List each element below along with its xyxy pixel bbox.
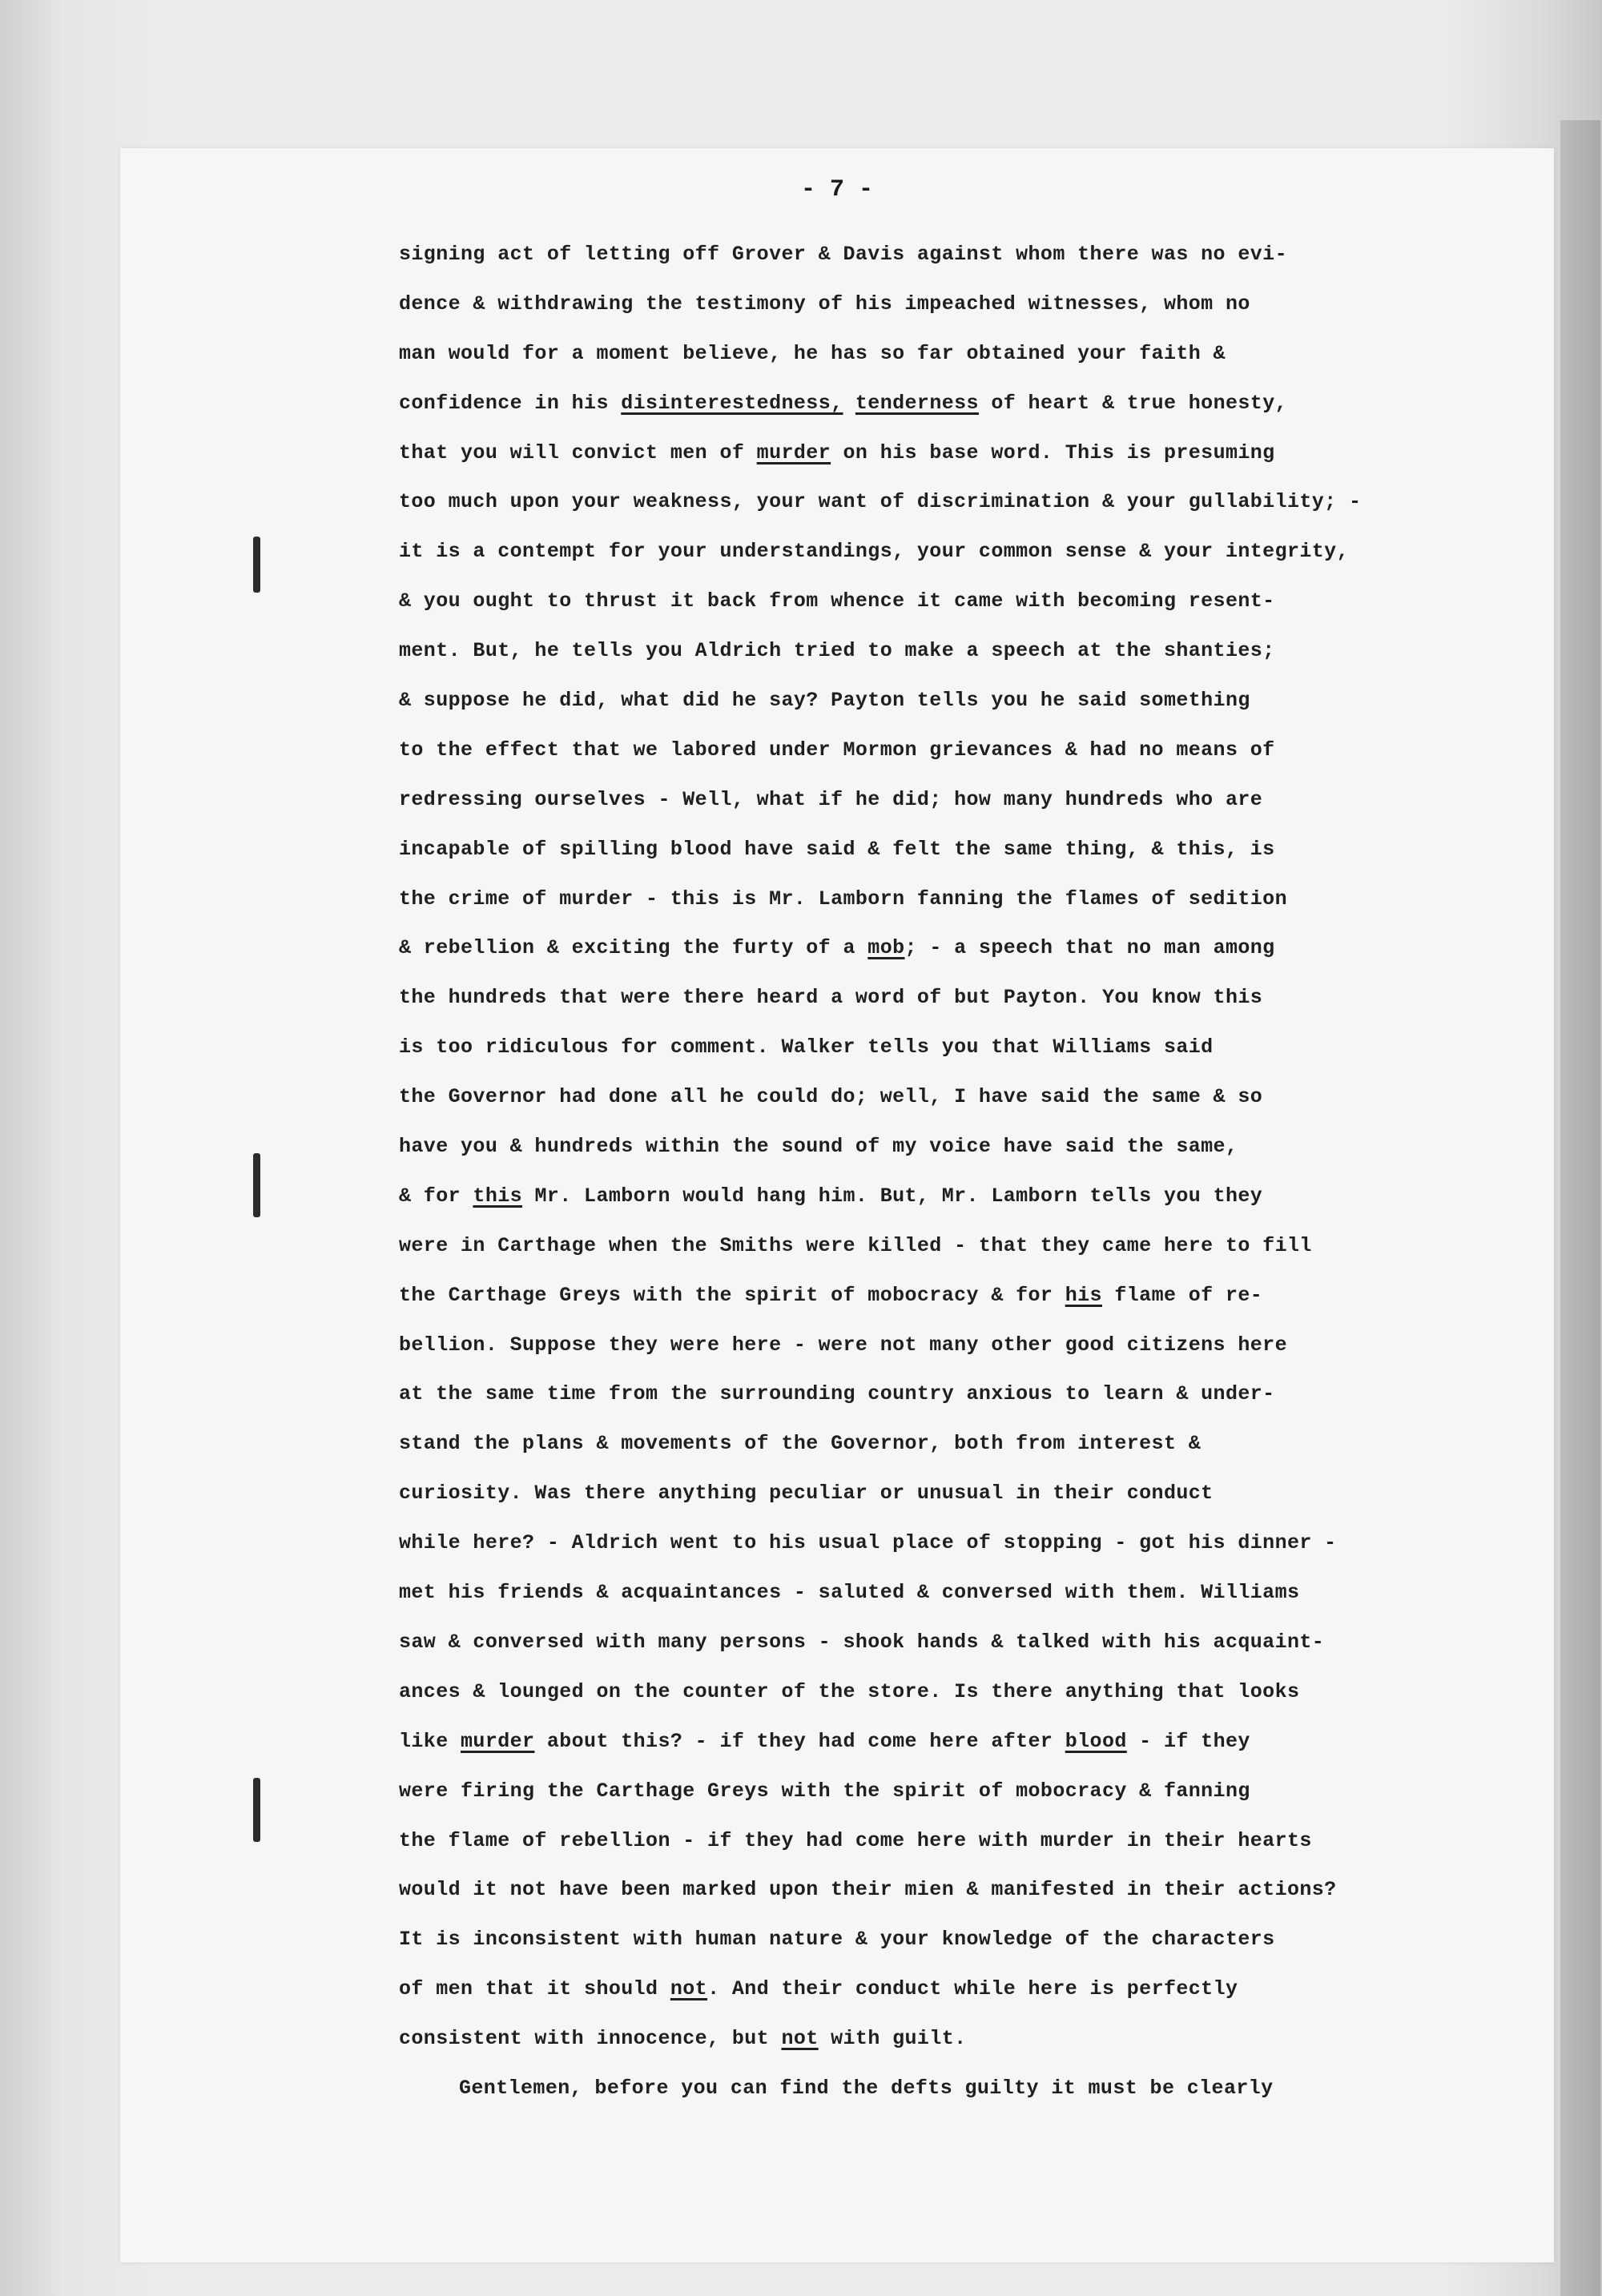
- text-line: man would for a moment believe, he has so far obtained your faith &: [399, 341, 1226, 365]
- text-line: & suppose he did, what did he say? Payton tells you he said something: [399, 689, 1250, 713]
- text-line: redressing ourselves - Well, what if he did; how many hundreds who are: [399, 787, 1263, 811]
- text-line: the flame of rebellion - if they had come here with murder in their hearts: [399, 1828, 1312, 1852]
- text-line: were in Carthage when the Smiths were killed - that they came here to fill: [399, 1233, 1312, 1257]
- text-line: at the same time from the surrounding country anxious to learn & under-: [399, 1382, 1275, 1406]
- underlined-word: not: [670, 1977, 708, 2001]
- text-line: ances & lounged on the counter of the store. Is there anything that looks: [399, 1679, 1300, 1703]
- text-segment: . And their conduct while here is perfectly: [707, 1977, 1238, 2001]
- margin-mark-3: [253, 1778, 260, 1842]
- text-line: [399, 923, 1472, 973]
- text-line: [399, 1271, 1472, 1321]
- underlined-word: his: [1065, 1283, 1102, 1307]
- text-line: the crime of murder - this is Mr. Lamborn fanning the flames of sedition: [399, 887, 1287, 911]
- scan-shadow-right: [1560, 120, 1600, 2296]
- margin-mark-2: [253, 1153, 260, 1217]
- text-line: dence & withdrawing the testimony of his impeached witnesses, whom no: [399, 292, 1250, 316]
- underlined-word: blood: [1065, 1729, 1127, 1753]
- text-line: & you ought to thrust it back from whence it came with becoming resent-: [399, 589, 1275, 613]
- underlined-word: disinterestedness,: [621, 391, 843, 415]
- margin-mark-1: [253, 537, 260, 593]
- text-line: [399, 1172, 1472, 1221]
- text-segment: that you will convict men of: [399, 440, 757, 464]
- text-line: the Governor had done all he could do; well, I have said the same & so: [399, 1085, 1263, 1109]
- text-line: signing act of letting off Grover & Davis against whom there was no evi-: [399, 243, 1287, 266]
- underlined-word: murder: [461, 1729, 535, 1753]
- text-line: [399, 428, 1472, 478]
- text-line: would it not have been marked upon their mien & manifested in their actions?: [399, 1878, 1337, 1902]
- text-line: curiosity. Was there anything peculiar or unusual in their conduct: [399, 1482, 1214, 1506]
- underlined-word: this: [473, 1184, 523, 1208]
- text-segment: of men that it should: [399, 1977, 670, 2001]
- text-segment: the Carthage Greys with the spirit of mobocracy & for: [399, 1283, 1065, 1307]
- text-line: met his friends & acquaintances - saluted & conversed with them. Williams: [399, 1581, 1300, 1605]
- text-line: [399, 1964, 1472, 2014]
- text-line: too much upon your weakness, your want of discrimination & your gullability; -: [399, 490, 1362, 514]
- underlined-word: not: [781, 2027, 819, 2051]
- text-segment: consistent with innocence, but: [399, 2027, 782, 2051]
- text-segment: about this? - if they had come here after: [534, 1729, 1065, 1753]
- underlined-word: mob: [867, 936, 905, 960]
- text-line: were firing the Carthage Greys with the spirit of mobocracy & fanning: [399, 1779, 1250, 1803]
- text-segment: Mr. Lamborn would hang him. But, Mr. Lamborn tells you they: [522, 1184, 1263, 1208]
- text-segment: of heart & true honesty,: [978, 391, 1287, 415]
- text-line: is too ridiculous for comment. Walker tells you that Williams said: [399, 1035, 1214, 1060]
- text-segment: flame of re-: [1101, 1283, 1263, 1307]
- text-line: ment. But, he tells you Aldrich tried to make a speech at the shanties;: [399, 639, 1275, 663]
- text-segment: & rebellion & exciting the furty of a: [399, 936, 868, 960]
- text-segment: [843, 392, 855, 415]
- text-line: incapable of spilling blood have said & felt the same thing, & this, is: [399, 837, 1275, 861]
- text-segment: on his base word. This is presuming: [831, 440, 1275, 464]
- text-line: to the effect that we labored under Mormon grievances & had no means of: [399, 738, 1275, 762]
- text-line: [399, 1717, 1472, 1767]
- underlined-word: tenderness: [855, 391, 979, 415]
- text-segment: - if they: [1126, 1729, 1250, 1753]
- text-line: while here? - Aldrich went to his usual place of stopping - got his dinner -: [399, 1531, 1337, 1555]
- text-line: it is a contempt for your understandings, your common sense & your integrity,: [399, 540, 1349, 564]
- text-line: the hundreds that were there heard a word of but Payton. You know this: [399, 986, 1263, 1010]
- text-line: stand the plans & movements of the Governor, both from interest &: [399, 1432, 1202, 1456]
- document-body: [399, 230, 1472, 2113]
- text-segment: ; - a speech that no man among: [904, 936, 1275, 960]
- text-line: Gentlemen, before you can find the defts guilty it must be clearly: [459, 2076, 1274, 2100]
- underlined-word: murder: [756, 440, 831, 464]
- text-line: bellion. Suppose they were here - were not many other good citizens here: [399, 1333, 1287, 1357]
- text-segment: & for: [399, 1184, 473, 1208]
- text-line: saw & conversed with many persons - shook hands & talked with his acquaint-: [399, 1630, 1325, 1654]
- text-segment: with guilt.: [818, 2027, 967, 2051]
- text-line: It is inconsistent with human nature & your knowledge of the characters: [399, 1928, 1275, 1952]
- page-number: - 7 -: [801, 176, 874, 203]
- text-segment: confidence in his: [399, 391, 622, 415]
- text-line: [399, 379, 1472, 428]
- text-segment: like: [399, 1729, 461, 1753]
- text-line: [399, 2014, 1472, 2064]
- text-line: have you & hundreds within the sound of my voice have said the same,: [399, 1135, 1238, 1159]
